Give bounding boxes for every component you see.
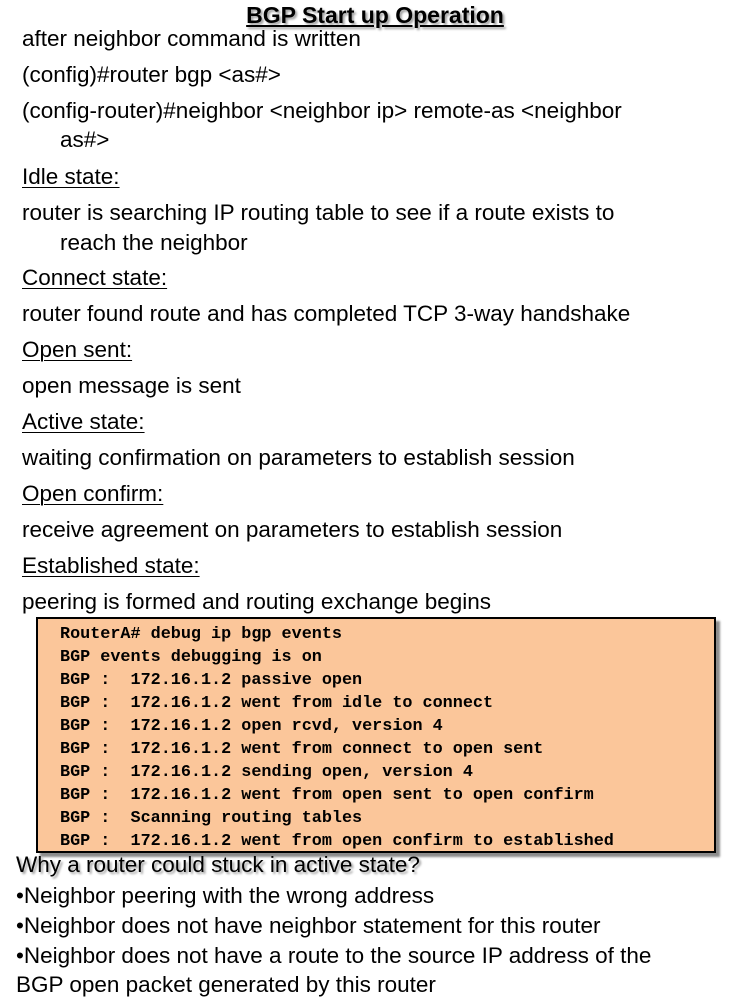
question-heading: Why a router could stuck in active state? bbox=[16, 852, 420, 877]
console-line: BGP : 172.16.1.2 went from idle to connect bbox=[60, 694, 494, 713]
console-line: BGP : Scanning routing tables bbox=[60, 809, 363, 828]
neighbor-command-continuation: as#> bbox=[60, 127, 110, 152]
established-state-heading: Established state: bbox=[22, 553, 200, 578]
console-line: BGP : 172.16.1.2 passive open bbox=[60, 671, 363, 690]
neighbor-command: (config-router)#neighbor <neighbor ip> remote-as <neighbor bbox=[22, 98, 622, 123]
console-line: BGP : 172.16.1.2 went from connect to open sent bbox=[60, 740, 544, 759]
idle-state-heading: Idle state: bbox=[22, 164, 120, 189]
open-confirm-heading: Open confirm: bbox=[22, 481, 164, 506]
console-line: BGP : 172.16.1.2 open rcvd, version 4 bbox=[60, 717, 443, 736]
established-state-description: peering is formed and routing exchange begins bbox=[22, 589, 492, 614]
page-title: BGP Start up Operation bbox=[246, 2, 504, 28]
router-bgp-command: (config)#router bgp <as#> bbox=[22, 62, 281, 87]
idle-state-description: router is searching IP routing table to see if a route exists to bbox=[22, 200, 615, 225]
console-line: BGP : 172.16.1.2 went from open confirm to established bbox=[60, 832, 614, 851]
connect-state-heading: Connect state: bbox=[22, 265, 168, 290]
connect-state-description: router found route and has completed TCP 3-way handshake bbox=[22, 301, 631, 326]
console-line: RouterA# debug ip bgp events bbox=[60, 625, 342, 644]
debug-console-output bbox=[36, 617, 716, 853]
bullet-item-continuation: BGP open packet generated by this router bbox=[16, 972, 436, 997]
intro-text: after neighbor command is written bbox=[22, 26, 361, 51]
open-sent-heading: Open sent: bbox=[22, 337, 133, 362]
open-sent-description: open message is sent bbox=[22, 373, 241, 398]
console-line: BGP : 172.16.1.2 sending open, version 4 bbox=[60, 763, 473, 782]
active-state-heading: Active state: bbox=[22, 409, 145, 434]
console-line: BGP : 172.16.1.2 went from open sent to open confirm bbox=[60, 786, 594, 805]
bullet-item: •Neighbor peering with the wrong address bbox=[16, 883, 435, 908]
console-line: BGP events debugging is on bbox=[60, 648, 322, 667]
bullet-item: •Neighbor does not have neighbor statement for this router bbox=[16, 913, 601, 938]
open-confirm-description: receive agreement on parameters to establish session bbox=[22, 517, 563, 542]
bullet-item: •Neighbor does not have a route to the source IP address of the bbox=[16, 943, 652, 968]
idle-state-description-continuation: reach the neighbor bbox=[60, 230, 248, 255]
active-state-description: waiting confirmation on parameters to establish session bbox=[22, 445, 575, 470]
